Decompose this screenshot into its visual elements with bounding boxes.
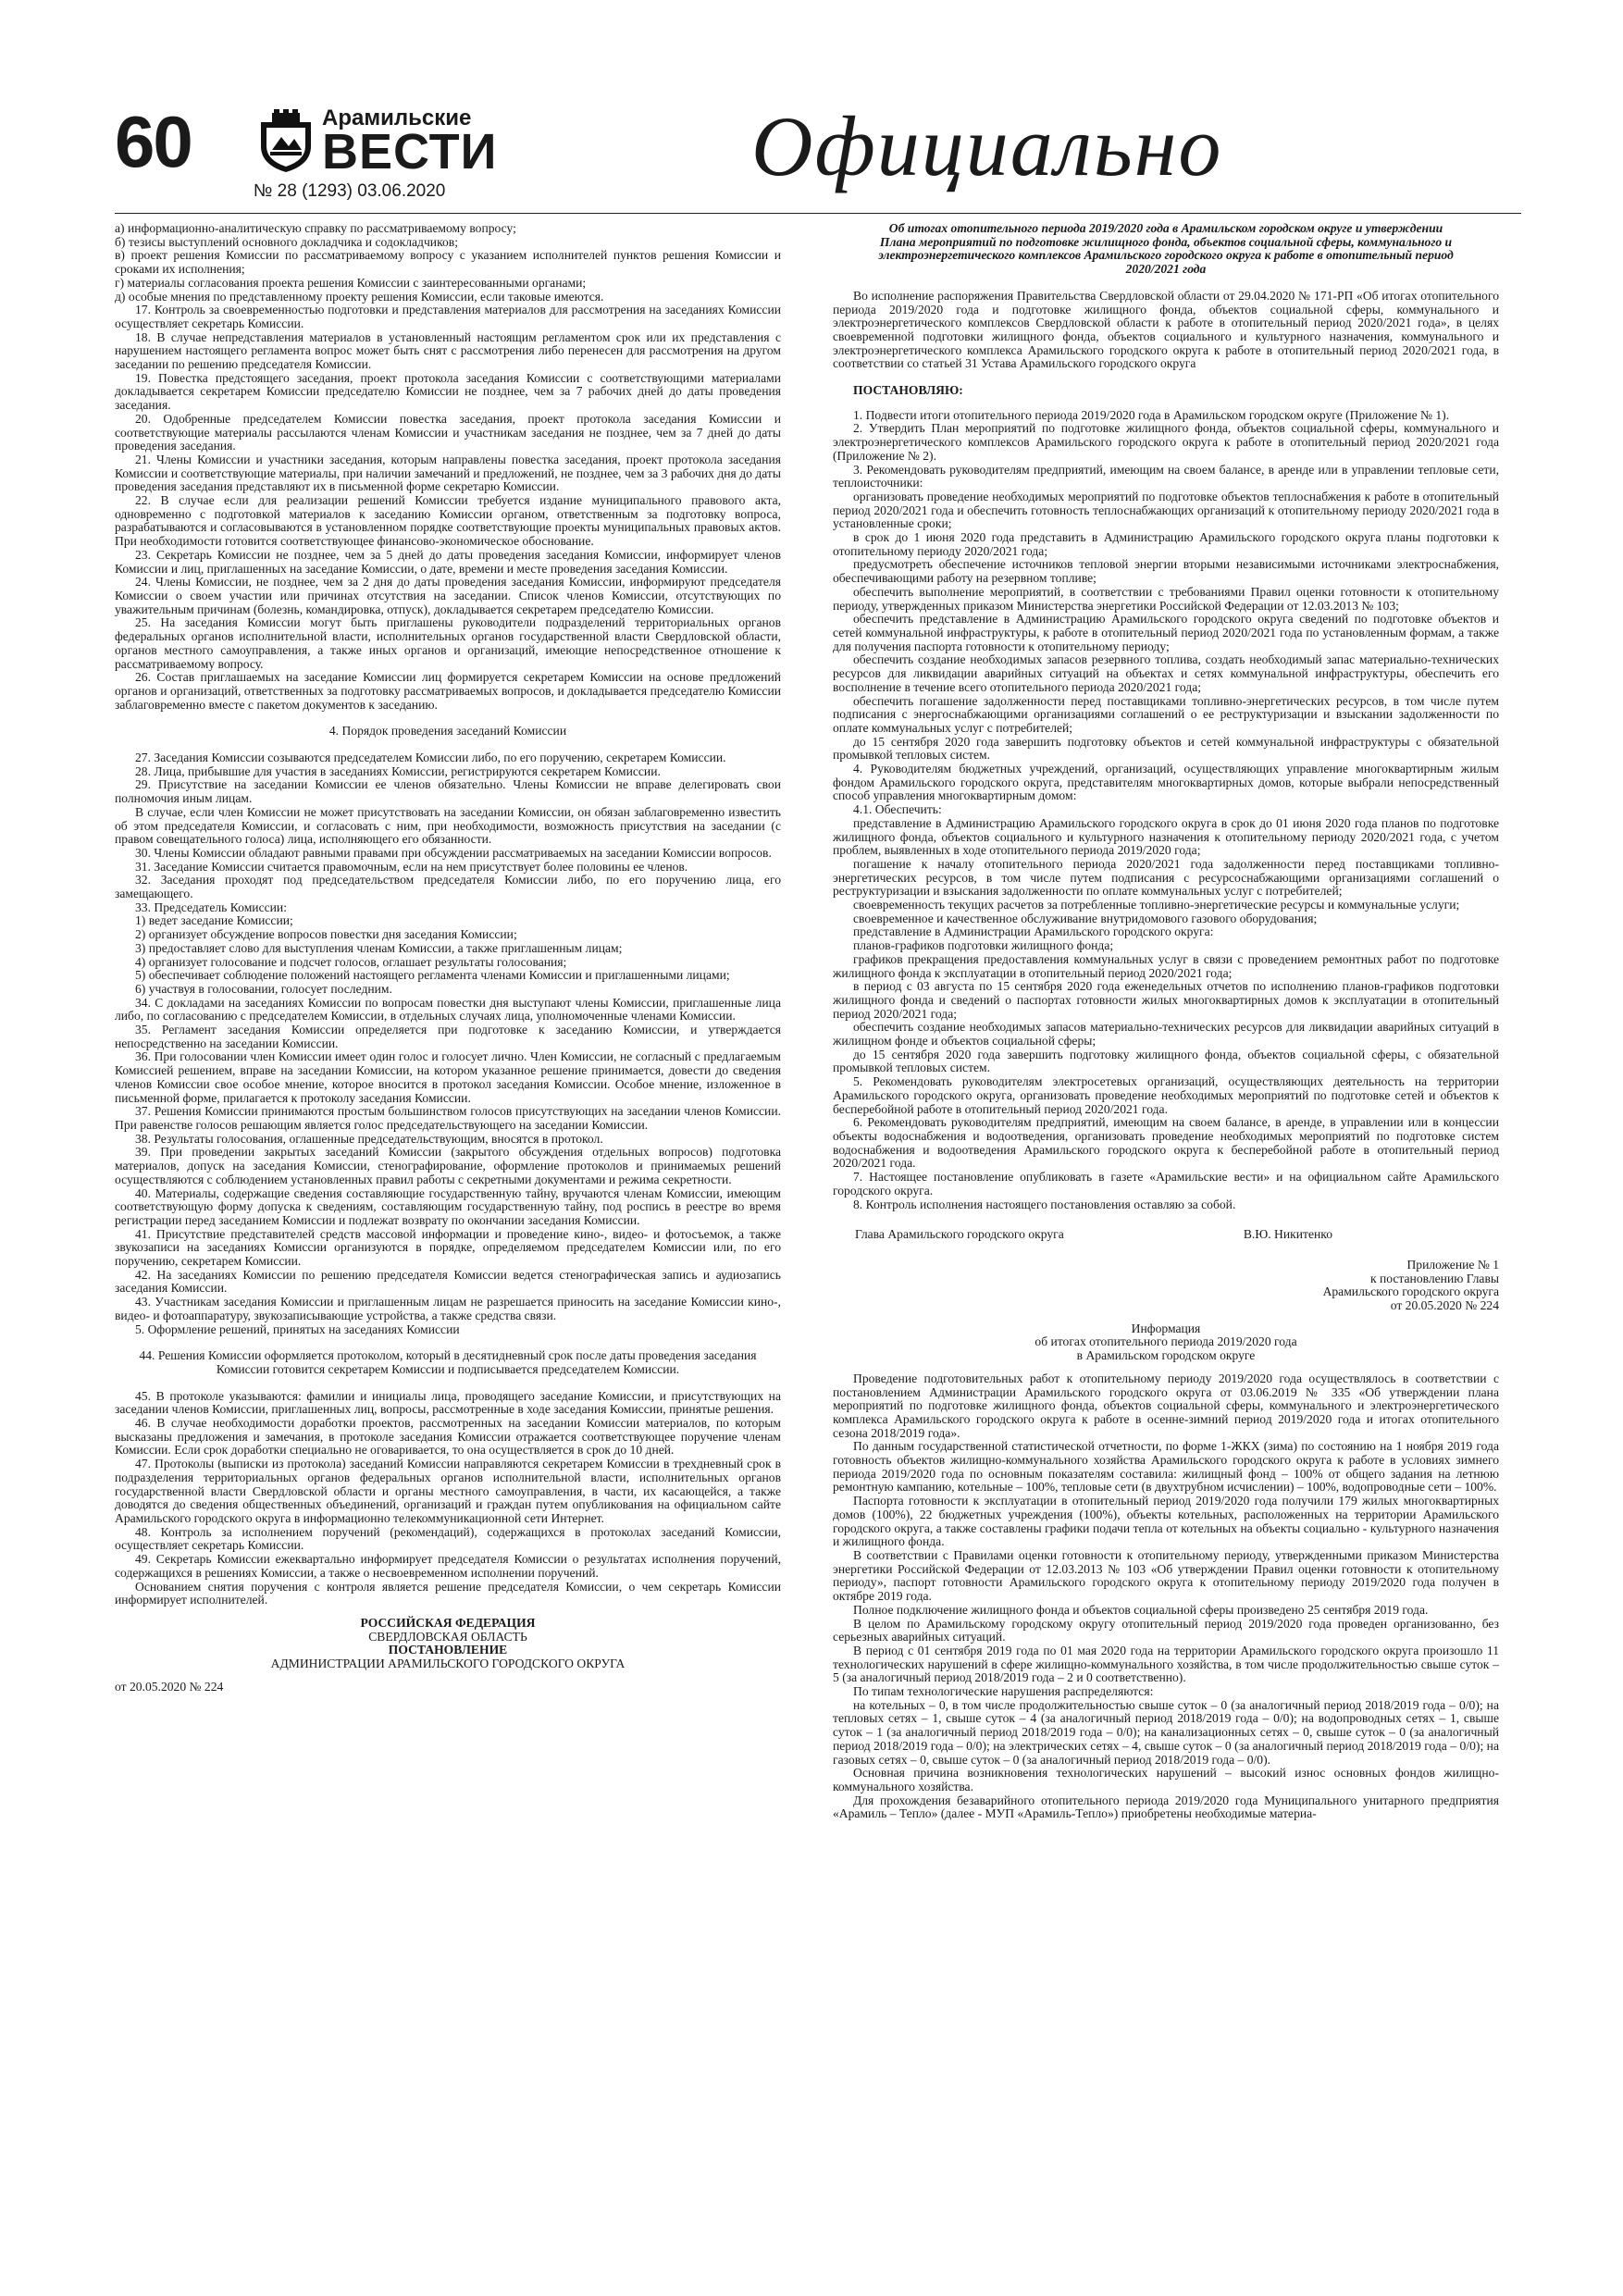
- text-paragraph: В случае, если член Комиссии не может присутствовать на заседании Комиссии, он обязан заблаговременно известить об этом председателя Комиссии, и согласовать с ним, при необходимости, возможность присутствия на заседании (с правом совещательного голоса) лица, исполняющего его обязанности.: [115, 804, 781, 847]
- text-paragraph: 3. Рекомендовать руководителям предприятий, имеющим на своем балансе, в аренде или в управлении тепловые сети, теплоисточники:: [833, 462, 1499, 490]
- text-paragraph: 6) участвуя в голосовании, голосует последним.: [135, 981, 392, 996]
- section-title: Официально: [751, 99, 1223, 193]
- text-paragraph: 35. Регламент заседания Комиссии определяется при подготовке к заседанию Комиссии, и утверждается непосредственно на заседании Комиссии.: [115, 1023, 781, 1050]
- text-paragraph: 5) обеспечивает соблюдение положений настоящего регламента членами Комиссии и приглашенными лицами;: [135, 968, 730, 983]
- text-paragraph: представление в Администрацию Арамильского городского округа в срок до 01 июня 2020 года планов по подготовке жилищного фонда, объектов социального и культурного назначения к отопительному периоду 2020/2021 года, с учетом проблем, выявленных в ходе отопительного периода 2019/2020 года;: [833, 815, 1499, 858]
- text-paragraph: В соответствии с Правилами оценки готовности к отопительному периоду, утвержденными приказом Министерства энергетики Российской Федерации от 12.03.2013 № 103 «Об утверждении Правил оценки готовности к отопительному периоду», паспорт готовности Арамильского городского округа к отопительному периоду 2019/2020 года получен в октябре 2019 года.: [833, 1547, 1499, 1604]
- text-paragraph: 7. Настоящее постановление опубликовать в газете «Арамильские вести» и на официальном сайте Арамильского городского округа.: [833, 1170, 1499, 1198]
- text-paragraph: 3) предоставляет слово для выступления членам Комиссии, а также приглашенным лицам;: [135, 940, 623, 955]
- text-paragraph: до 15 сентября 2020 года завершить подготовку объектов и сетей коммунальной инфраструктуры с обязательной промывкой тепловых систем.: [833, 734, 1499, 763]
- text-paragraph: 2) организует обсуждение вопросов повестки дня заседания Комиссии;: [135, 927, 517, 942]
- text-paragraph: 31. Заседание Комиссии считается правомочным, если на нем присутствует более половины ее членов.: [135, 859, 688, 874]
- text-paragraph: 25. На заседания Комиссии могут быть приглашены руководители подразделений территориальных органов федеральных органов исполнительной власти, исполнительных органов государственной власти Свердловской области, органов местного самоуправления, а также иных органов и организаций, имеющие непосредственное отношение к рассматриваемому вопросу.: [115, 615, 781, 671]
- text-paragraph: 1) ведет заседание Комиссии;: [135, 913, 293, 928]
- decree-intro: Во исполнение распоряжения Правительства Свердловской области от 29.04.2020 № 171-РП «Об итогах отопительного периода 2019/2020 года и подготовке жилищного фонда, объектов социальной сферы, коммунального и электроэнергетического комплексов Свердловской области к работе в отопительный период 2020/2021 года», в целях своевременной подготовки жилищного фонда, объектов социального и культурного назначения, коммунального и электроэнергетического комплекса Арамильского городского округа к работе в отопительный период 2020/2021 года, в соответствии со статьей 31 Устава Арамильского городского округа: [833, 288, 1499, 371]
- appendix-label: к постановлению Главы: [1369, 1271, 1499, 1285]
- text-paragraph: б) тезисы выступлений основного докладчика и содокладчиков;: [115, 234, 458, 249]
- text-paragraph: В период с 01 сентября 2019 года по 01 мая 2020 года на территории Арамильского городского округа произошло 11 технологических нарушений в сфере жилищно-коммунального хозяйства, в том числе продолжительностью свыше суток – 5 (за аналогичный период 2018/2019 года – 2 и 0 соответственно).: [833, 1643, 1499, 1685]
- text-paragraph: 19. Повестка предстоящего заседания, проект протокола заседания Комиссии с соответствующими материалами докладывается секретарем Комиссии председателю Комиссии не позднее, чем за 7 рабочих дней до даты проведения заседания.: [115, 370, 781, 413]
- text-paragraph: 8. Контроль исполнения настоящего постановления оставляю за собой.: [853, 1197, 1236, 1211]
- text-paragraph: 22. В случае если для реализации решений Комиссии требуется издание муниципального правового акта, одновременно с подготовкой материалов к заседанию Комиссии органом, ответственным за подготовку вопроса, разрабатываются и согласовываются в установленном порядке соответствующие проекты муниципальных правовых актов. При необходимости готовится соответствующее финансово-экономическое обоснование.: [115, 493, 781, 549]
- text-paragraph: 39. При проведении закрытых заседаний Комиссии (закрытого обсуждения отдельных вопросов) подготовка материалов, допуск на заседания Комиссии, стенографирование, оформление протоколов и принимаемых решений осуществляются с соблюдением установленных правил работы с секретными документами и режима секретности.: [115, 1145, 781, 1186]
- text-paragraph: 1. Подвести итоги отопительного периода 2019/2020 года в Арамильском городском округе (Приложение № 1).: [853, 407, 1450, 422]
- text-paragraph: 33. Председатель Комиссии:: [135, 900, 287, 914]
- coat-of-arms-icon: [254, 109, 318, 174]
- text-paragraph: погашение к началу отопительного периода 2020/2021 года задолженности перед поставщиками топливно-энергетических ресурсов, в том числе путем подписания с ресурсоснабжающими организациями соглашений о реструктуризации и взыскания задолженности по оплате коммунальных услуг с потребителей;: [833, 856, 1499, 899]
- text-paragraph: 18. В случае непредставления материалов в установленный настоящим регламентом срок или их представления с нарушением настоящего регламента вопрос может быть снят с рассмотрения либо перенесен для рассмотрения на другом заседании по решению председателя Комиссии.: [115, 329, 781, 372]
- info-heading: Информация: [1131, 1321, 1201, 1335]
- text-paragraph: В целом по Арамильскому городскому округу отопительный период 2019/2020 года проведен организованно, без серьезных аварийных ситуаций.: [833, 1616, 1499, 1644]
- text-paragraph: 48. Контроль за исполнением поручений (рекомендаций), содержащихся в протоколах заседаний Комиссии, осуществляет секретарь Комиссии.: [115, 1524, 781, 1553]
- text-paragraph: 27. Заседания Комиссии созываются председателем Комиссии либо, по его поручению, секретарем Комиссии.: [135, 751, 726, 765]
- text-paragraph: г) материалы согласования проекта решения Комиссии с заинтересованными органами;: [115, 275, 587, 290]
- text-paragraph: организовать проведение необходимых мероприятий по подготовке объектов теплоснабжения к работе в отопительный период 2020/2021 года и обеспечить готовность теплоснабжающих организаций к отопительному периоду 2020/2021 года в установленные сроки;: [833, 489, 1499, 531]
- text-paragraph: обеспечить погашение задолженности перед поставщиками топливно-энергетических ресурсов, в том числе путем подписания с энергоснабжающими организациями соглашений о ее реструктуризации и взыскании задолженности по оплате коммунальных услуг с потребителей;: [833, 693, 1499, 735]
- text-paragraph: Проведение подготовительных работ к отопительному периоду 2019/2020 года осуществлялось в соответствии с постановлением Администрации Арамильского городского округа от 03.06.2019 № 335 «Об утверждении плана мероприятий по подготовке жилищного фонда, объектов социальной сферы, коммунального и электроэнергетического комплекса Арамильского городского округа к работе в осенне-зимний период 2019/2020 года и итогах отопительного сезона 2018/2019 года».: [833, 1371, 1499, 1440]
- text-paragraph: Паспорта готовности к эксплуатации в отопительный период 2019/2020 года получили 179 жилых многоквартирных домов (100%), 22 бюджетных учреждения (100%), объекты котельных, расположенных на территории Арамильского городского округа, а также составлены графики подачи тепла от котельных на объекты социально - культурного назначения и жилищного фонда.: [833, 1494, 1499, 1549]
- text-paragraph: 38. Результаты голосования, оглашенные председательствующим, вносятся в протокол.: [135, 1131, 603, 1146]
- text-paragraph: 46. В случае необходимости доработки проектов, рассмотренных на заседании Комиссии материалов, по которым высказаны предложения и замечания, в протоколе заседания Комиссии отражается соответствующее поручение членам Комиссии. Если срок доработки специально не оговаривается, то она осуществляется в срок до 10 дней.: [115, 1416, 781, 1458]
- text-paragraph: а) информационно-аналитическую справку по рассматриваемому вопросу;: [115, 221, 516, 235]
- text-paragraph: 36. При голосовании член Комиссии имеет один голос и голосует лично. Член Комиссии, не согласный с предлагаемым Комиссией решением, вправе на заседании Комиссии, на котором указанное решение принимается, довести до сведения членов Комиссии свое особое мнение, которое вносится в протокол заседания Комиссии. Особое мнение, изложенное в письменной форме, прилагается к протоколу заседания Комиссии.: [115, 1049, 781, 1105]
- text-paragraph: 28. Лица, прибывшие для участия в заседаниях Комиссии, регистрируются секретарем Комиссии.: [135, 763, 661, 778]
- text-paragraph: своевременное и качественное обслуживание внутридомового газового оборудования;: [853, 911, 1318, 925]
- header-rule: [115, 213, 1521, 214]
- page-number: 60: [115, 101, 192, 182]
- text-paragraph: 5. Оформление решений, принятых на заседаниях Комиссии: [135, 1322, 460, 1336]
- masthead: [115, 100, 1521, 202]
- decree-authority: АДМИНИСТРАЦИИ АРАМИЛЬСКОГО ГОРОДСКОГО ОКРУГА: [270, 1657, 626, 1671]
- resolve-heading: ПОСТАНОВЛЯЮ:: [853, 383, 963, 398]
- signature-name: В.Ю. Никитенко: [1243, 1227, 1332, 1242]
- text-paragraph: 21. Члены Комиссии и участники заседания, которым направлены повестка заседания, проект протокола заседания Комиссии и соответствующие материалы, при наличии замечаний и предложений, не позднее, чем за 3 рабочих дня до даты проведения заседания представляют их в письменной форме секретарю Комиссии.: [115, 452, 781, 494]
- text-paragraph: в срок до 1 июня 2020 года представить в Администрацию Арамильского городского округа планы подготовки к отопительному периоду 2020/2021 года;: [833, 530, 1499, 558]
- text-paragraph: обеспечить выполнение мероприятий, в соответствии с требованиями Правил оценки готовности к отопительному периоду, утвержденных приказом Министерства энергетики Российской Федерации от 12.03.2013 № 103;: [833, 584, 1499, 613]
- text-paragraph: обеспечить создание необходимых запасов резервного топлива, создать необходимый запас материально-технических ресурсов для ликвидации аварийных ситуаций на объектах и сетях коммунальной инфраструктуры, обеспечить его восполнение в течение всего отопительного периода 2020/2021 года;: [833, 652, 1499, 694]
- decree-region: СВЕРДЛОВСКАЯ ОБЛАСТЬ: [368, 1629, 527, 1644]
- text-paragraph: 4.1. Обеспечить:: [853, 802, 942, 817]
- section-heading: 4. Порядок проведения заседаний Комиссии: [328, 724, 567, 738]
- text-paragraph: По данным государственной статистической отчетности, по форме 1-ЖКХ (зима) по состоянию на 1 ноября 2019 года готовность объектов жилищно-коммунального хозяйства Арамильского городского округа к работе в условиях зимнего периода 2019/2020 года по основным показателям составила: жилищный фонд – 100% от общего задания на летнюю ремонтную кампанию, котельные – 100%, тепловые сети (в двухтрубном исчислении) – 100%, водопроводные сети – 100%.: [833, 1439, 1499, 1495]
- appendix-label: Арамильского городского округа: [1322, 1285, 1499, 1299]
- text-paragraph: 47. Протоколы (выписки из протокола) заседаний Комиссии направляются секретарем Комиссии в трехдневный срок в подразделения территориальных органов федеральных органов исполнительной власти, исполнительных органов государственной власти Свердловской области и органы местного самоуправления, в части, их касающейся, а также доводятся до сведения общественных объединений, организаций и граждан путем опубликования на официальном сайте Арамильского городского округа в информационно телекоммуникационной сети Интернет.: [115, 1457, 781, 1525]
- text-paragraph: Основная причина возникновения технологических нарушений – высокий износ основных фондов жилищно-коммунального хозяйства.: [833, 1766, 1499, 1793]
- right-column: [833, 222, 1499, 1821]
- text-paragraph: планов-графиков подготовки жилищного фонда;: [853, 938, 1114, 953]
- text-paragraph: обеспечить представление в Администрацию Арамильского городского округа сведений по подготовке объектов и сетей коммунальной инфраструктуры, к работе в отопительный период 2020/2021 года по установленным формам, а также для получения паспорта готовности к отопительному периоду;: [833, 612, 1499, 653]
- text-paragraph: 4. Руководителям бюджетных учреждений, организаций, осуществляющих управление многоквартирным жилым фондом Арамильского городского округа, представителям многоквартирных домов, которые выбрали непосредственный способ управления многоквартирным домом:: [833, 762, 1499, 803]
- text-paragraph: 24. Члены Комиссии, не позднее, чем за 2 дня до даты проведения заседания Комиссии, информируют председателя Комиссии о своем участии или причинах отсутствия на заседании. Список членов Комиссии, отсутствующих по уважительным причинам (болезнь, командировка, отпуск), докладывается секретарем председателю Комиссии.: [115, 575, 781, 616]
- decree-type: ПОСТАНОВЛЕНИЕ: [388, 1643, 508, 1657]
- text-paragraph: Полное подключение жилищного фонда и объектов социальной сферы произведено 25 сентября 2019 года.: [853, 1602, 1429, 1617]
- logo-top-text: Арамильские: [322, 105, 472, 130]
- text-paragraph: 45. В протоколе указываются: фамилии и инициалы лица, проводящего заседание Комиссии, и присутствующих на заседании членов Комиссии, приглашенных лиц, вопросы, рассмотренные в ходе заседания Комиссии, принятые решения.: [115, 1388, 781, 1417]
- text-paragraph: 4) организует голосование и подсчет голосов, оглашает результаты голосования;: [135, 954, 567, 969]
- decree-country: РОССИЙСКАЯ ФЕДЕРАЦИЯ: [360, 1615, 536, 1630]
- text-paragraph: графиков прекращения предоставления коммунальных услуг в связи с проведением ремонтных работ по подготовке жилищного фонда к эксплуатации в отопительный период 2020/2021 года;: [833, 951, 1499, 980]
- text-paragraph: предусмотреть обеспечение источников тепловой энергии вторыми независимыми источниками электроснабжения, обеспечивающими работу на резервном топливе;: [833, 557, 1499, 586]
- text-paragraph: 29. Присутствие на заседании Комиссии ее членов обязательно. Члены Комиссии не вправе делегировать свои полномочия иным лицам.: [115, 777, 781, 806]
- text-paragraph: на котельных – 0, в том числе продолжительностью свыше суток – 0 (за аналогичный период 2018/2019 года – 0/0); на тепловых сетях – 1, свыше суток – 4 (за аналогичный период 2018/2019 года – 0/0); на водопроводных сетях – 1, свыше суток – 1 (за аналогичный период 2018/2019 года – 0/0); на канализационных сетях – 0, свыше суток – 0 (за аналогичный период 2018/2019 года – 0/0); на электрических сетях – 4, свыше суток – 0 (за аналогичный период 2018/2019 года – 0/0); на газовых сетях – 0, свыше суток – 0 (за аналогичный период 2018/2019 года – 0/0).: [833, 1697, 1499, 1767]
- issue-number: № 28 (1293) 03.06.2020: [254, 181, 446, 201]
- text-paragraph: Для прохождения безаварийного отопительного периода 2019/2020 года Муниципального унитарного предприятия «Арамиль – Тепло» (далее - МУП «Арамиль-Тепло») приобретены необходимые материа-: [833, 1793, 1499, 1821]
- text-paragraph: По типам технологические нарушения распределяются:: [853, 1684, 1154, 1699]
- text-paragraph: 49. Секретарь Комиссии ежеквартально информирует председателя Комиссии о результатах исполнения поручений, содержащихся в решениях Комиссии, а также о несвоевременном исполнении поручений.: [115, 1552, 781, 1580]
- logo-main-text: ВЕСТИ: [322, 124, 498, 180]
- decree-title: Об итогах отопительного периода 2019/2020 года в Арамильском городском округе и утверждении Плана мероприятий по подготовке жилищного фонда, объектов социальной сферы, коммунального и электроэнергетического комплексов Арамильского городского округа к работе в отопительный период 2020/2021 года: [878, 221, 1454, 277]
- text-paragraph: 6. Рекомендовать руководителям предприятий, имеющим на своем балансе, в аренде, в управлении или в концессии объекты водоснабжения и водоотведения, организовать проведение необходимых мероприятий по подготовке систем водоснабжения и водоотведения Арамильского городского округа к бесперебойной работе в отопительный период 2020/2021 года.: [833, 1115, 1499, 1171]
- text-paragraph: 43. Участникам заседания Комиссии и приглашенным лицам не разрешается приносить на заседание Комиссии кино-, видео- и фотоаппаратуру, звукозаписывающие устройства, а также средства связи.: [115, 1295, 781, 1322]
- text-paragraph: 2. Утвердить План мероприятий по подготовке жилищного фонда, объектов социальной сферы, коммунального и электроэнергетического комплексов Арамильского городского округа к работе в отопительный период 2020/2021 года (Приложение № 2).: [833, 421, 1499, 463]
- section-heading: 44. Решения Комиссии оформляется протоколом, который в десятидневный срок после даты проведения заседания Комиссии готовится секретарем Комиссии и подписывается председателем Комиссии.: [139, 1348, 757, 1376]
- text-paragraph: своевременность текущих расчетов за потребленные топливно-энергетические ресурсы и коммунальные услуги;: [853, 898, 1460, 912]
- text-paragraph: 20. Одобренные председателем Комиссии повестка заседания, проект протокола заседания Комиссии и соответствующие материалы рассылаются членам Комиссии и участникам заседания не позднее, чем за 7 дней до даты проведения заседания.: [115, 411, 781, 453]
- text-paragraph: 42. На заседаниях Комиссии по решению председателя Комиссии ведется стенографическая запись и аудиозапись заседания Комиссии.: [115, 1267, 781, 1296]
- text-paragraph: 5. Рекомендовать руководителям электросетевых организаций, осуществляющих деятельность на территории Арамильского городского округа, организовать проведение необходимых мероприятий по подготовке сетей и объектов к бесперебойной работе в отопительный период 2020/2021 года.: [833, 1074, 1499, 1116]
- text-paragraph: 34. С докладами на заседаниях Комиссии по вопросам повестки дня выступают члены Комиссии, приглашенные лица либо, по согласованию с председателем Комиссии, в отдельных случаях лица, уполномоченные членами Комиссии.: [115, 995, 781, 1024]
- text-paragraph: 23. Секретарь Комиссии не позднее, чем за 5 дней до даты проведения заседания Комиссии, информирует членов Комиссии и лиц, приглашенных на заседание Комиссии, о дате, времени и месте проведения заседания Комиссии.: [115, 547, 781, 576]
- newspaper-logo: [254, 105, 596, 178]
- text-paragraph: представление в Администрации Арамильского городского округа:: [853, 925, 1214, 939]
- text-paragraph: в период с 03 августа по 15 сентября 2020 года еженедельных отчетов по исполнению планов-графиков подготовки жилищного фонда и сведений о паспортах готовности жилых многоквартирных домов к эксплуатации в отопительный период 2020/2021 года;: [833, 979, 1499, 1021]
- text-paragraph: 41. Присутствие представителей средств массовой информации и проведение кино-, видео- и фотосъемок, а также звукозаписи на заседаниях Комиссии организуются в порядке, определяемом председателем Комиссии или, по его поручению, секретарем Комиссии.: [115, 1226, 781, 1269]
- appendix-label: от 20.05.2020 № 224: [1390, 1298, 1499, 1313]
- left-column: [115, 222, 781, 1694]
- signature-line: [833, 1228, 1499, 1242]
- text-paragraph: 17. Контроль за своевременностью подготовки и представления материалов для рассмотрения на заседаниях Комиссии осуществляет секретарь Комиссии.: [115, 303, 781, 330]
- decree-date: от 20.05.2020 № 224: [115, 1679, 224, 1694]
- info-heading: об итогах отопительного периода 2019/2020 года: [1035, 1334, 1297, 1349]
- text-paragraph: 30. Члены Комиссии обладают равными правами при обсуждении рассматриваемых на заседании Комиссии вопросов.: [135, 845, 772, 860]
- text-paragraph: 26. Состав приглашаемых на заседание Комиссии лиц формируется секретарем Комиссии на основе предложений органов и организаций, ответственных за подготовку рассматриваемых вопросов, и докладывается председателю Комиссии заблаговременно вместе с пакетом документов к заседанию.: [115, 670, 781, 712]
- signature-role: Глава Арамильского городского округа: [855, 1227, 1064, 1242]
- text-paragraph: до 15 сентября 2020 года завершить подготовку жилищного фонда, объектов социальной сферы, с обязательной промывкой тепловых систем.: [833, 1047, 1499, 1075]
- appendix-label: Приложение № 1: [1406, 1257, 1499, 1272]
- text-paragraph: 32. Заседания проходят под председательством председателя Комиссии либо, по его поручению лица, его замещающего.: [115, 873, 781, 901]
- text-paragraph: в) проект решения Комиссии по рассматриваемому вопросу с указанием исполнителей пунктов решения Комиссии и сроками их исполнения;: [115, 248, 781, 277]
- info-heading: в Арамильском городском округе: [1076, 1348, 1256, 1363]
- text-paragraph: 37. Решения Комиссии принимаются простым большинством голосов присутствующих на заседании членов Комиссии. При равенстве голосов решающим является голос председательствующего на заседании Комиссии.: [115, 1104, 781, 1132]
- text-paragraph: Основанием снятия поручения с контроля является решение председателя Комиссии, о чем секретарь Комиссии информирует исполнителей.: [115, 1579, 781, 1607]
- text-paragraph: 40. Материалы, содержащие сведения составляющие государственную тайну, вручаются членам Комиссии, имеющим соответствующую форму допуска к сведениям, составляющим государственную тайну, под роспись в реестре во время регистрации перед заседанием Комиссии и подлежат возврату по окончании заседания Комиссии.: [115, 1185, 781, 1227]
- text-paragraph: д) особые мнения по представленному проекту решения Комиссии, если таковые имеются.: [115, 289, 604, 304]
- text-paragraph: обеспечить создание необходимых запасов материально-технических ресурсов для ликвидации аварийных ситуаций в жилищном фонде и объектов социальной сферы;: [833, 1020, 1499, 1049]
